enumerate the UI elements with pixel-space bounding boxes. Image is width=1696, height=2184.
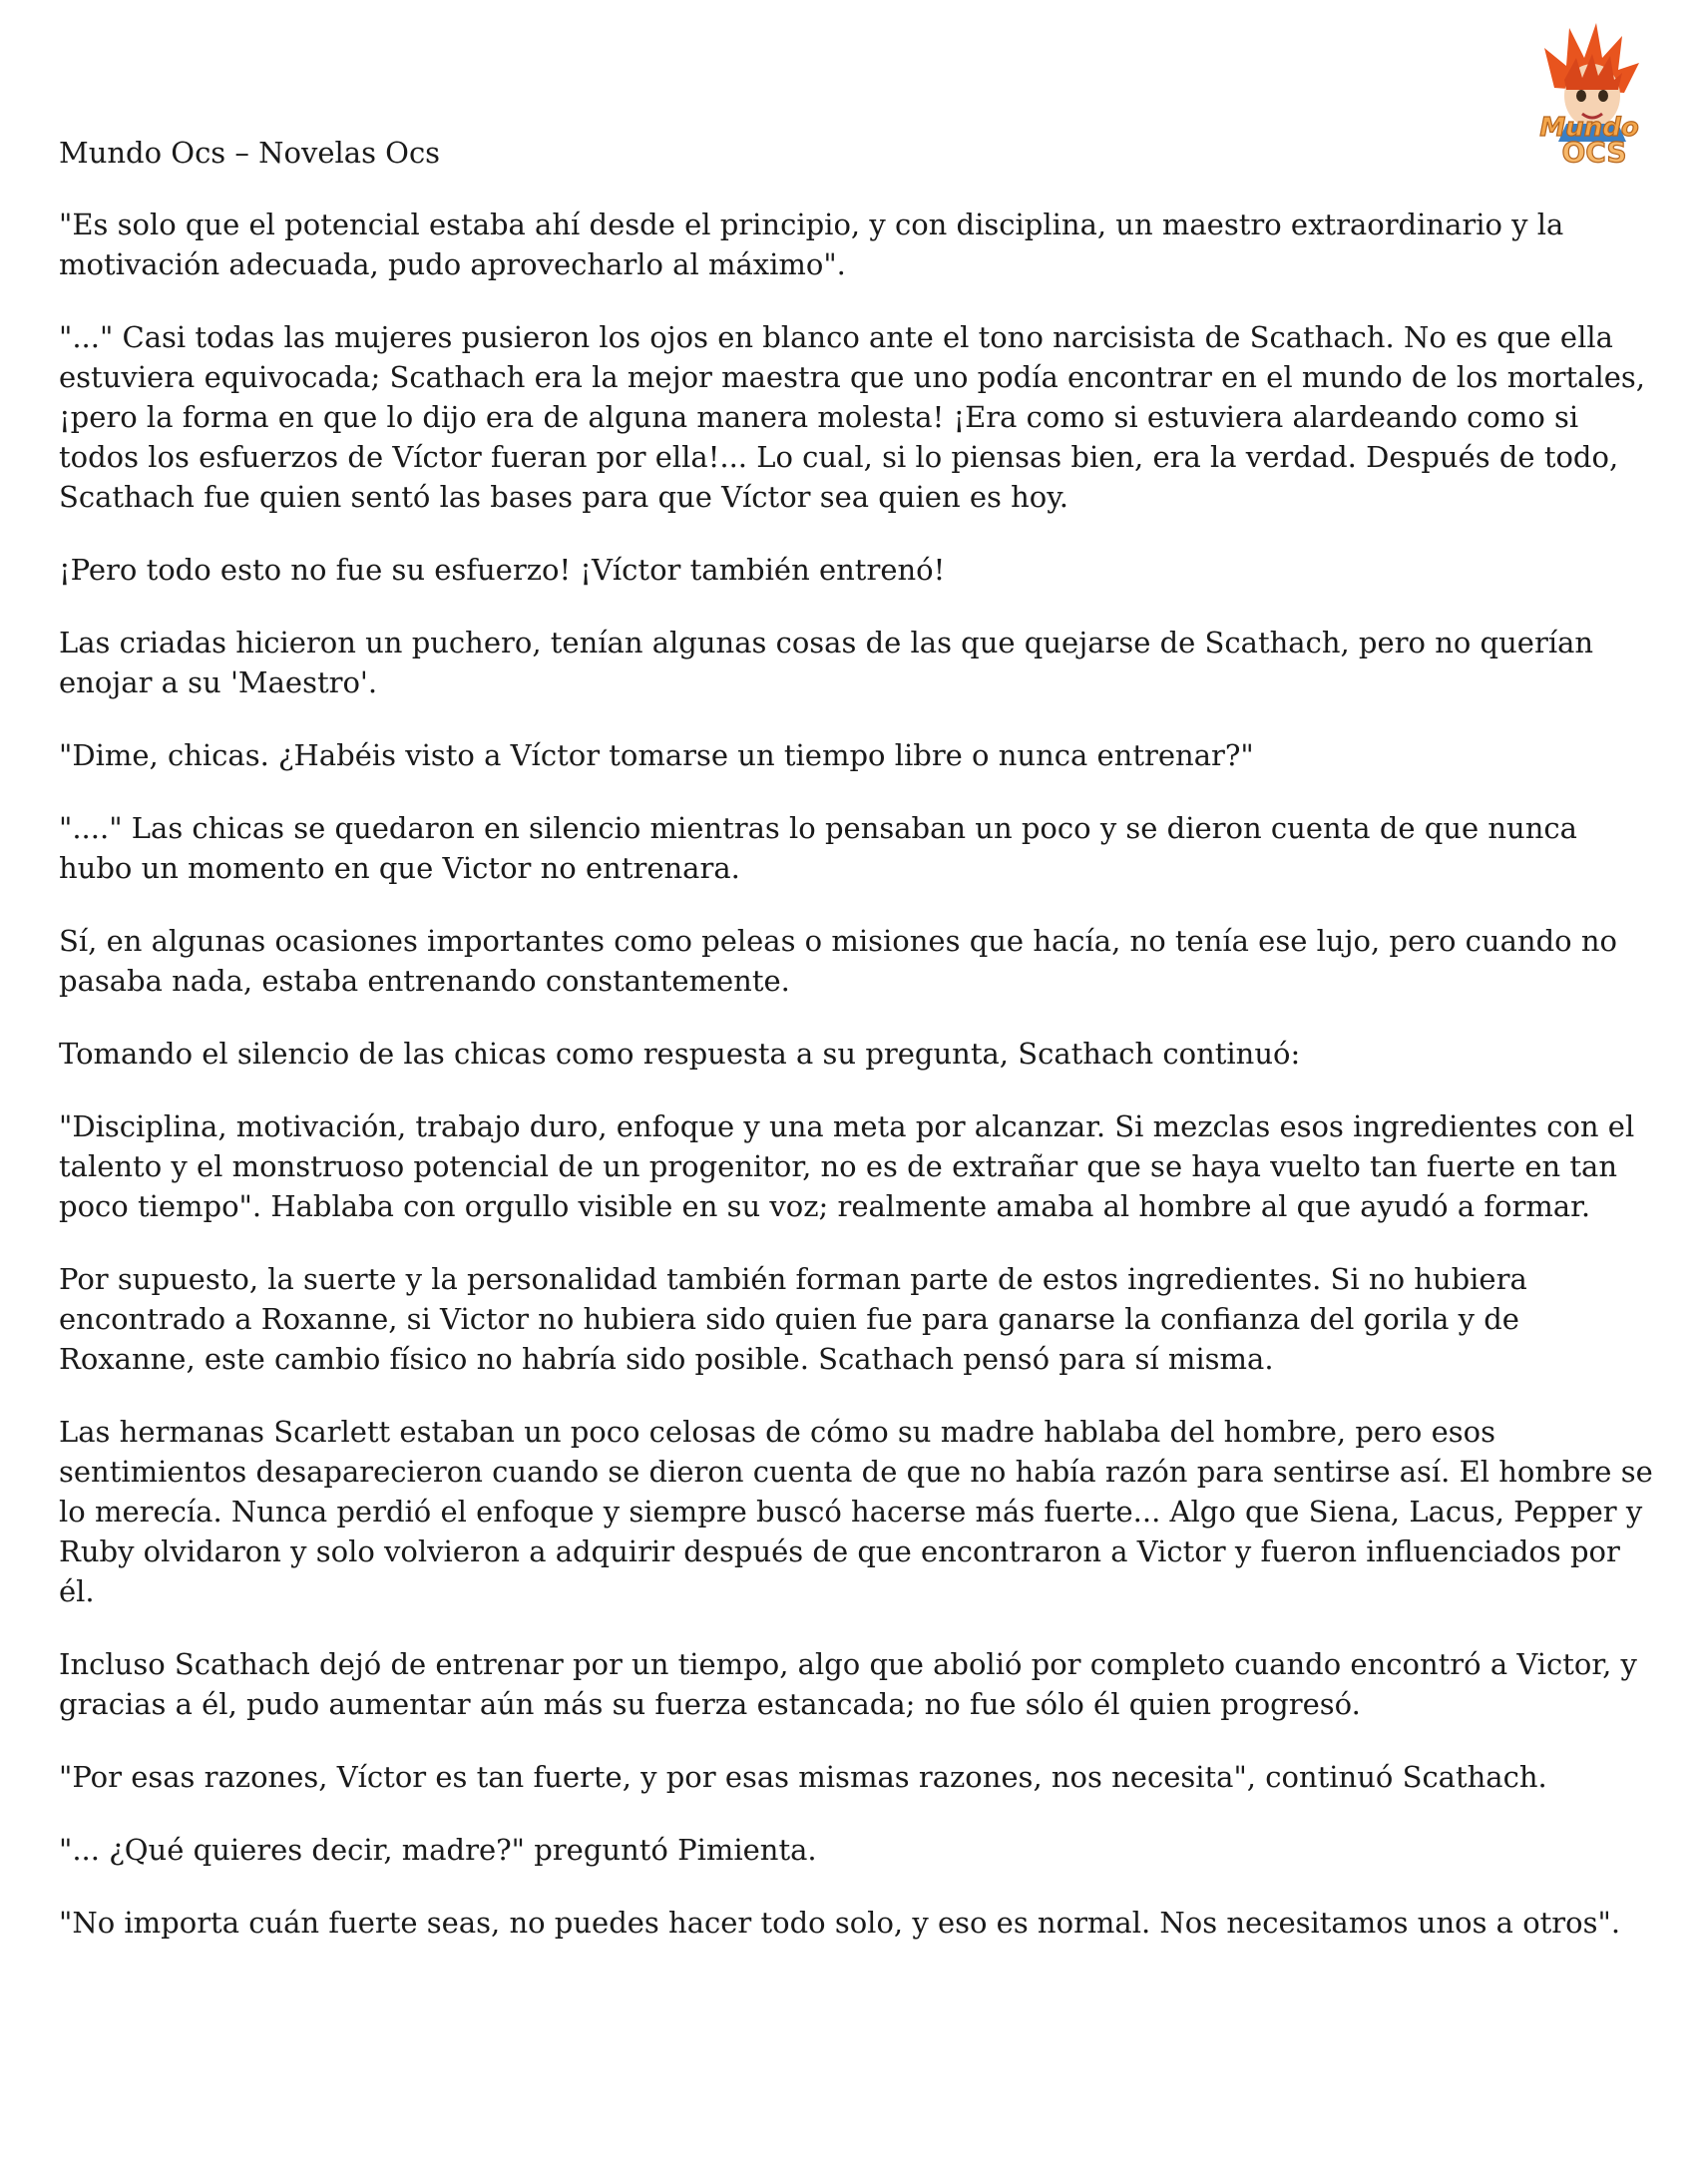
svg-text:OCS: OCS [1561, 136, 1627, 168]
paragraph: "... ¿Qué quieres decir, madre?" preguntó Pimienta. [59, 1833, 817, 1867]
paragraph: ¡Pero todo esto no fue su esfuerzo! ¡Víctor también entrenó! [59, 553, 946, 587]
paragraph: Por supuesto, la suerte y la personalidad también forman parte de estos ingredientes. Si no hubiera encontrado a Roxanne, si Victor no hubiera sido quien fue para ganarse la confianza del gorila y de Roxanne, este cambio físico no habría sido posible. Scathach pensó para sí misma. [59, 1262, 1527, 1376]
paragraph: Sí, en algunas ocasiones importantes como peleas o misiones que hacía, no tenía ese lujo, pero cuando no pasaba nada, estaba entrenando constantemente. [59, 924, 1617, 998]
document-body [59, 205, 1655, 1975]
svg-text:Mundo: Mundo [1539, 113, 1639, 143]
paragraph: "Es solo que el potencial estaba ahí desde el principio, y con disciplina, un maestro extraordinario y la motivación adecuada, pudo aprovecharlo al máximo". [59, 208, 1564, 281]
paragraph: Las criadas hicieron un puchero, tenían algunas cosas de las que quejarse de Scathach, pero no querían enojar a su 'Maestro'. [59, 626, 1594, 699]
paragraph: "No importa cuán fuerte seas, no puedes hacer todo solo, y eso es normal. Nos necesitamos unos a otros". [59, 1906, 1621, 1940]
paragraph: Las hermanas Scarlett estaban un poco celosas de cómo su madre hablaba del hombre, pero esos sentimientos desaparecieron cuando se dieron cuenta de que no había razón para sentirse así. El hombre se lo merecía. Nunca perdió el enfoque y siempre buscó hacerse más fuerte... Algo que Siena, Lacus, Pepper y Ruby olvidaron y solo volvieron a adquirir después de que encontraron a Victor y fueron influenciados por él. [59, 1415, 1653, 1608]
paragraph: "...." Las chicas se quedaron en silencio mientras lo pensaban un poco y se dieron cuenta de que nunca hubo un momento en que Victor no entrenara. [59, 811, 1577, 885]
paragraph: "Dime, chicas. ¿Habéis visto a Víctor tomarse un tiempo libre o nunca entrenar?" [59, 738, 1254, 772]
paragraph: Tomando el silencio de las chicas como respuesta a su pregunta, Scathach continuó: [59, 1037, 1301, 1071]
mundo-ocs-logo [1514, 18, 1664, 168]
page-header: Mundo Ocs – Novelas Ocs [59, 136, 441, 170]
paragraph: "..." Casi todas las mujeres pusieron los ojos en blanco ante el tono narcisista de Scathach. No es que ella estuviera equivocada; Scathach era la mejor maestra que uno podía encontrar en el mundo de los mortales, ¡pero la forma en que lo dijo era de alguna manera molesta! ¡Era como si estuviera alardeando como si todos los esfuerzos de Víctor fueran por ella!... Lo cual, si lo piensas bien, era la verdad. Después de todo, Scathach fue quien sentó las bases para que Víctor sea quien es hoy. [59, 320, 1646, 514]
paragraph: Incluso Scathach dejó de entrenar por un tiempo, algo que abolió por completo cuando encontró a Victor, y gracias a él, pudo aumentar aún más su fuerza estancada; no fue sólo él quien progresó. [59, 1647, 1637, 1721]
paragraph: "Disciplina, motivación, trabajo duro, enfoque y una meta por alcanzar. Si mezclas esos ingredientes con el talento y el monstruoso potencial de un progenitor, no es de extrañar que se haya vuelto tan fuerte en tan poco tiempo". Hablaba con orgullo visible en su voz; realmente amaba al hombre al que ayudó a formar. [59, 1109, 1635, 1223]
paragraph: "Por esas razones, Víctor es tan fuerte, y por esas mismas razones, nos necesita", continuó Scathach. [59, 1760, 1547, 1794]
